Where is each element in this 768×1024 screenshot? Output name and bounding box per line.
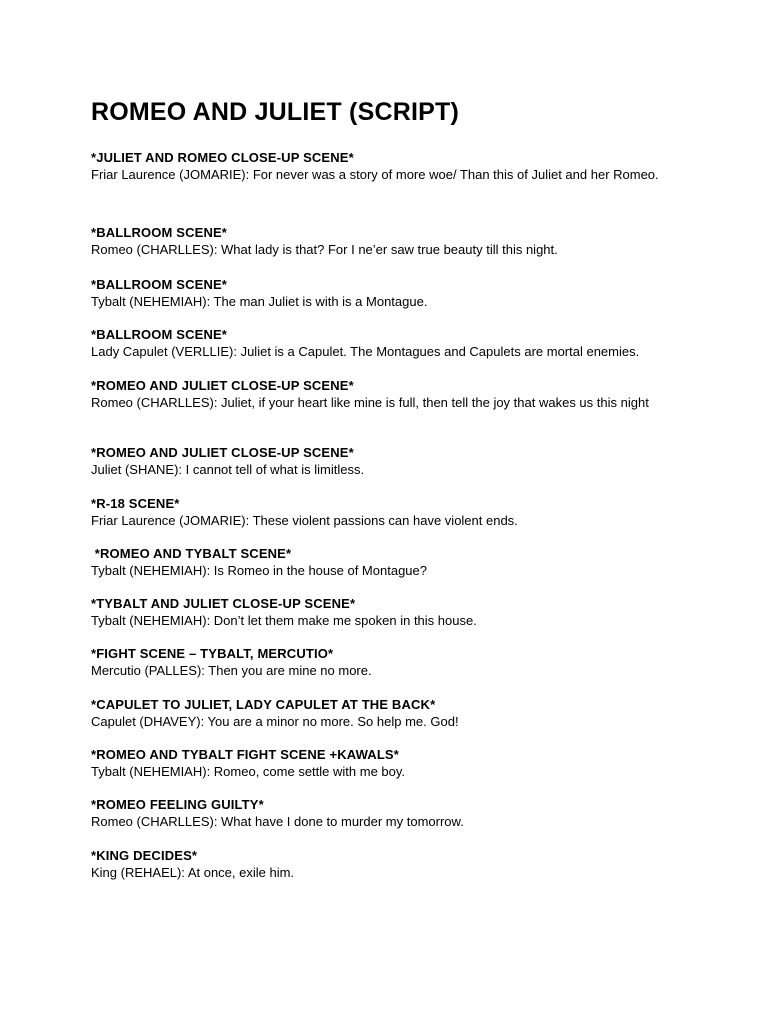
dialogue-line: Lady Capulet (VERLLIE): Juliet is a Capulet. The Montagues and Capulets are mortal enemies.: [91, 344, 640, 359]
dialogue-line: Tybalt (NEHEMIAH): Don’t let them make me spoken in this house.: [91, 613, 477, 628]
scene-heading: *BALLROOM SCENE*: [91, 225, 228, 240]
scene-heading: *ROMEO AND JULIET CLOSE-UP SCENE*: [91, 445, 354, 460]
scene-heading: *BALLROOM SCENE*: [91, 327, 228, 342]
scene-block: [91, 697, 681, 731]
scene-heading: *R-18 SCENE*: [91, 496, 180, 511]
dialogue-line: Friar Laurence (JOMARIE): For never was a story of more woe/ Than this of Juliet and her Romeo.: [91, 167, 659, 182]
scene-block: [91, 797, 681, 831]
scene-block: [91, 327, 681, 361]
dialogue-line: Romeo (CHARLLES): What have I done to murder my tomorrow.: [91, 814, 464, 829]
page-title: ROMEO AND JULIET (SCRIPT): [91, 98, 459, 126]
scene-block: [91, 150, 681, 184]
dialogue-line: Romeo (CHARLLES): What lady is that? For I ne’er saw true beauty till this night.: [91, 242, 558, 257]
dialogue-line: Tybalt (NEHEMIAH): Is Romeo in the house of Montague?: [91, 563, 427, 578]
scene-block: [91, 546, 681, 580]
scene-block: [91, 378, 681, 412]
dialogue-line: Mercutio (PALLES): Then you are mine no more.: [91, 663, 372, 678]
scene-heading: *BALLROOM SCENE*: [91, 277, 228, 292]
scene-block: [91, 225, 681, 259]
scene-block: [91, 747, 681, 781]
dialogue-line: Tybalt (NEHEMIAH): The man Juliet is with is a Montague.: [91, 294, 428, 309]
scene-heading: *ROMEO AND JULIET CLOSE-UP SCENE*: [91, 378, 354, 393]
scene-heading: *CAPULET TO JULIET, LADY CAPULET AT THE BACK*: [91, 697, 436, 712]
scene-block: [91, 277, 681, 311]
dialogue-line: Romeo (CHARLLES): Juliet, if your heart like mine is full, then tell the joy that wakes us this night: [91, 395, 649, 410]
scene-heading: *ROMEO AND TYBALT SCENE*: [91, 546, 292, 561]
scene-heading: *JULIET AND ROMEO CLOSE-UP SCENE*: [91, 150, 354, 165]
scene-heading: *ROMEO AND TYBALT FIGHT SCENE +KAWALS*: [91, 747, 399, 762]
scene-heading: *TYBALT AND JULIET CLOSE-UP SCENE*: [91, 596, 356, 611]
scene-block: [91, 496, 681, 530]
scene-heading: *FIGHT SCENE – TYBALT, MERCUTIO*: [91, 646, 334, 661]
dialogue-line: Capulet (DHAVEY): You are a minor no more. So help me. God!: [91, 714, 459, 729]
scene-block: [91, 848, 681, 882]
scene-heading: *ROMEO FEELING GUILTY*: [91, 797, 264, 812]
dialogue-line: Tybalt (NEHEMIAH): Romeo, come settle with me boy.: [91, 764, 406, 779]
scene-block: [91, 596, 681, 630]
dialogue-line: King (REHAEL): At once, exile him.: [91, 865, 295, 880]
dialogue-line: Juliet (SHANE): I cannot tell of what is limitless.: [91, 462, 365, 477]
scene-heading: *KING DECIDES*: [91, 848, 198, 863]
scene-block: [91, 445, 681, 479]
scene-block: [91, 646, 681, 680]
dialogue-line: Friar Laurence (JOMARIE): These violent passions can have violent ends.: [91, 513, 518, 528]
